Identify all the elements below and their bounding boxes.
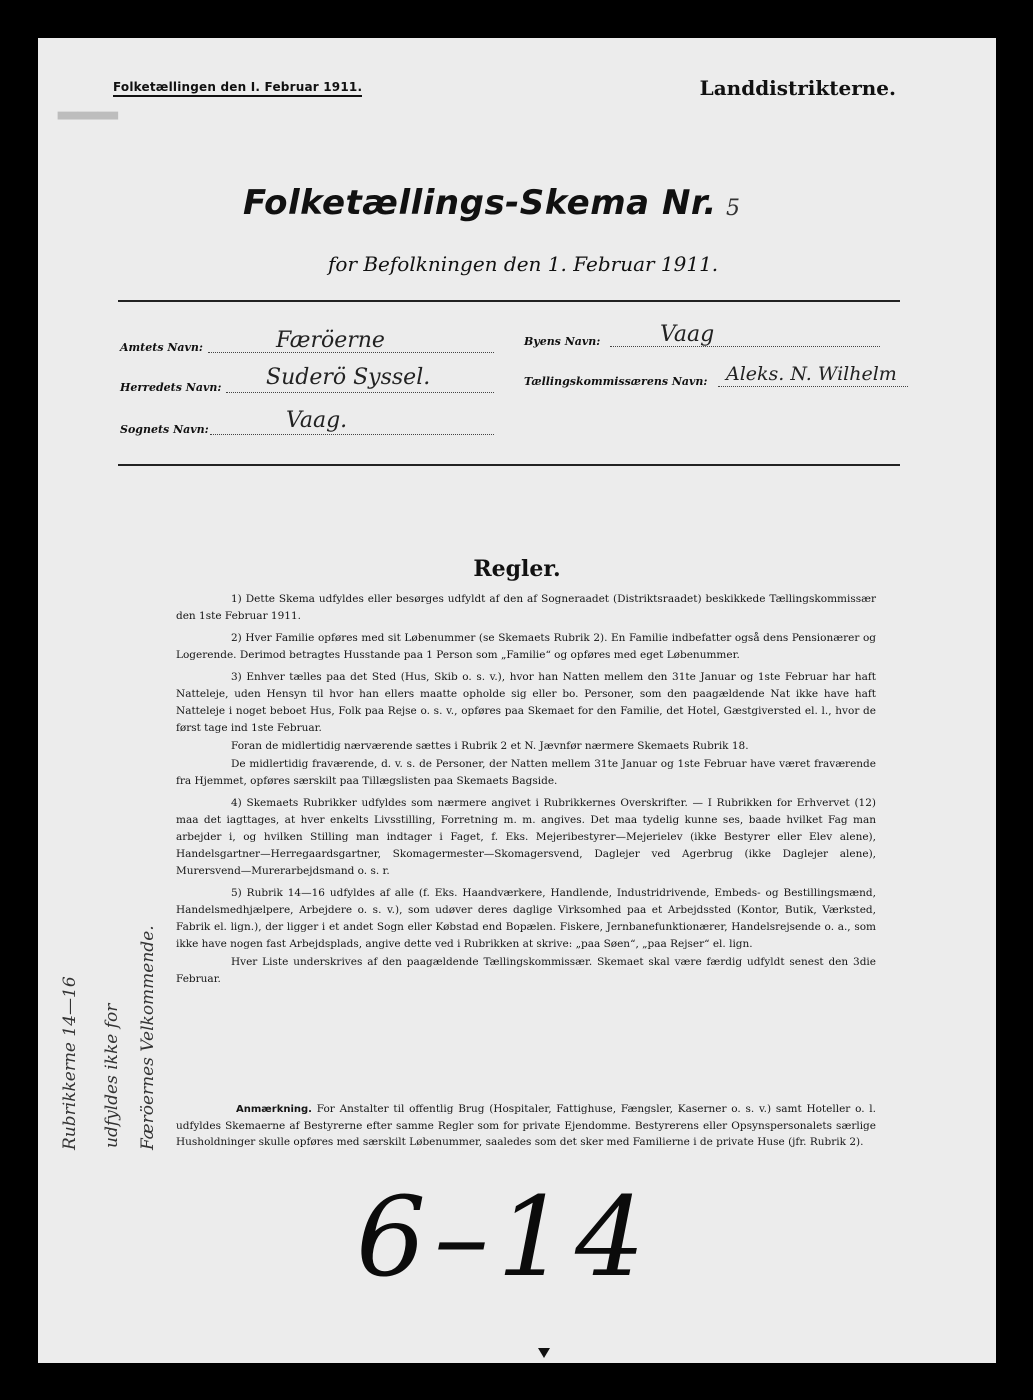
kommissaer-value: Aleks. N. Wilhelm — [726, 363, 897, 385]
by-line — [610, 346, 880, 347]
margin-note-line-1: Rubrikkerne 14—16 — [60, 976, 80, 1150]
sogn-value: Vaag. — [286, 408, 348, 433]
form-title: Folketællings-Skema Nr. — [243, 183, 717, 223]
rule-4: 4) Skemaets Rubrikker udfyldes som nærmere angivet i Rubrikkernes Overskrifter. — I Rubrikken for Erhvervet (12) maa det iagttages, at hver enkelts Livsstilling, Forretning m. m. angives. Det maa tydelig kunne ses, baade hvilket Fag man arbejder i, og hvilken Stilling man indtager i Faget, f. Eks. Mejeribestyrer—Mejerielev (ikke Bestyrer eller Elev alene), Handelsgartner—Herregaardsgartner, Skomagermester—Skomagersvend, Daglejer ved Agerbrug (ikke Daglejer alene), Murersvend—Murerarbejdsmand o. s. r. — [176, 797, 876, 877]
sogn-label: Sognets Navn: — [120, 423, 209, 436]
form-number: 5 — [726, 196, 740, 221]
rule-2: 2) Hver Familie opføres med sit Løbenummer (se Skemaets Rubrik 2). En Familie indbefatter også dens Pensionærer og Logerende. Derimod betragtes Husstande paa 1 Person som „Familie“ og opføres med eget Løbenummer. — [176, 632, 876, 661]
bottom-rule — [118, 464, 900, 466]
header-census-date: Folketællingen den I. Februar 1911. — [113, 80, 362, 97]
bleed-through-mark: ▂▂▂ — [58, 90, 118, 120]
rule-3-continued: Foran de midlertidig nærværende sættes i Rubrik 2 et N. Jævnfør nærmere Skemaets Rubrik 18. — [231, 740, 749, 752]
herred-line — [226, 392, 494, 393]
census-form-page — [38, 38, 996, 1363]
margin-note-line-3: Færöernes Velkommende. — [138, 925, 158, 1150]
anmaerkning-text: For Anstalter til offentlig Brug (Hospitaler, Fattighuse, Fængsler, Kaserner o. s. v.) samt Hoteller o. l. udfyldes Skemaerne af Bestyrerne efter samme Regler som for private Ejendomme. Bestyrerens eller Opsynspersonalets særlige Husholdninger skulle opføres med særskilt Løbenummer, saaledes som det sker med Familierne i de private Huse (jfr. Rubrik 2). — [176, 1103, 877, 1148]
sogn-line — [210, 434, 494, 435]
anmaerkning-label: Anmærkning. — [236, 1104, 312, 1115]
top-rule — [118, 300, 900, 302]
rule-1: 1) Dette Skema udfyldes eller besørges udfyldt af den af Sogneraadet (Distriktsraadet) beskikkede Tællingskommissær den 1ste Februar 1911. — [176, 593, 876, 622]
regler-body — [176, 591, 876, 993]
by-label: Byens Navn: — [524, 335, 601, 348]
rule-5-signature: Hver Liste underskrives af den paagældende Tællingskommissær. Skemaet skal være færdig udfyldt senest den 3die Februar. — [176, 956, 876, 985]
by-value: Vaag — [660, 322, 715, 347]
rule-5: 5) Rubrik 14—16 udfyldes af alle (f. Eks. Haandværkere, Handlende, Industridrivende, Embeds- og Bestillingsmænd, Handelsmedhjælpere, Arbejdere o. s. v.), som udøver deres daglige Virksomhed paa et Arbejdssted (Kontor, Butik, Værksted, Fabrik el. lign.), der ligger i et andet Sogn eller Købstad end Bopælen. Fiskere, Jernbanefunktionærer, Handelsrejsende o. a., som ikke have nogen fast Arbejdsplads, angive dette ved i Rubrikken at skrive: „paa Søen“, „paa Rejser“ el. lign. — [176, 887, 876, 950]
header-district-type: Landdistrikterne. — [699, 76, 896, 100]
rule-3: 3) Enhver tælles paa det Sted (Hus, Skib o. s. v.), hvor han Natten mellem den 31te Januar og 1ste Februar har haft Natteleje, uden Hensyn til hvor han ellers maatte opholde sig eller bo. Personer, som den paagældende Nat ikke have haft Natteleje i noget beboet Hus, Folk paa Rejse o. s. v., opføres paa Skemaet for den Familie, det Hotel, Gæstgiversted el. l., hvor de først tage ind 1ste Februar. — [176, 671, 876, 734]
margin-note-line-2: udfyldes ikke for — [102, 1003, 122, 1148]
kommissaer-label: Tællingskommissærens Navn: — [524, 375, 708, 388]
kommissaer-line — [718, 386, 908, 387]
handwritten-range: 6–14 — [356, 1173, 653, 1301]
bottom-arrow-mark — [538, 1348, 550, 1358]
amt-label: Amtets Navn: — [120, 341, 203, 354]
anmaerkning — [176, 1101, 876, 1150]
form-subtitle: for Befolkningen den 1. Februar 1911. — [328, 252, 719, 276]
regler-heading: Regler. — [473, 556, 561, 582]
amt-value: Færöerne — [276, 328, 385, 353]
rule-3-fravaerende: De midlertidig fraværende, d. v. s. de Personer, der Natten mellem 31te Januar og 1ste Februar have været fraværende fra Hjemmet, opføres særskilt paa Tillægslisten paa Skemaets Bagside. — [176, 758, 876, 787]
herred-value: Suderö Syssel. — [266, 365, 431, 390]
herred-label: Herredets Navn: — [120, 381, 222, 394]
